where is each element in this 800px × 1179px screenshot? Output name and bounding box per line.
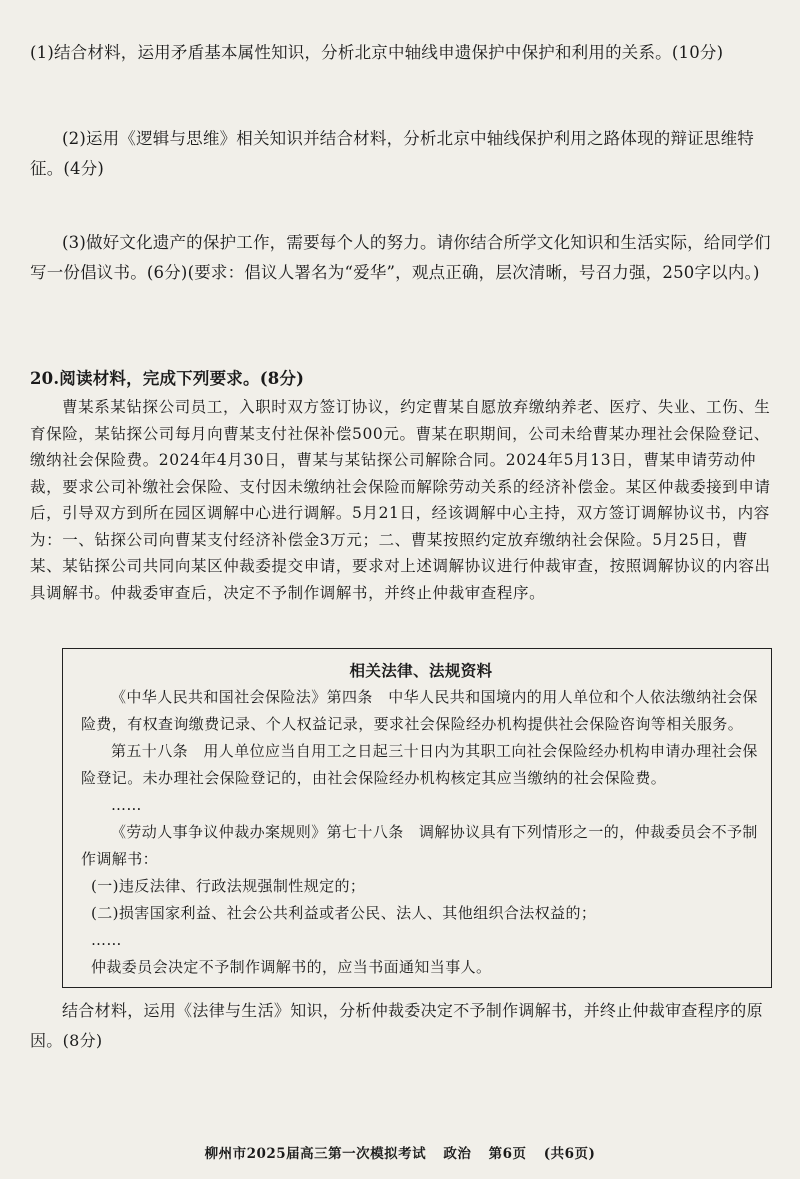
question-19-1: (1)结合材料，运用矛盾基本属性知识，分析北京中轴线申遗保护中保护和利用的关系。(10分) xyxy=(30,43,724,62)
footer-subject: 政治 xyxy=(443,1146,472,1162)
question-20-material: 曹某系某钻探公司员工，入职时双方签订协议，约定曹某自愿放弃缴纳养老、医疗、失业、工伤、生育保险，某钻探公司每月向曹某支付社保补偿500元。曹某在职期间，公司未给曹某办理社会保险登记、缴纳社会保险费。2024年4月30日，曹某与某钻探公司解除合同。2024年5月13日，曹某申请劳动仲裁，要求公司补缴社会保险、支付因未缴纳社会保险而解除劳动关系的经济补偿金。某区仲裁委接到申请后，引导双方到所在园区调解中心进行调解。5月21日，经该调解中心主持，双方签订调解协议书，内容为：一、钻探公司向曹某支付经济补偿金3万元；二、曹某按照约定放弃缴纳社会保险。5月25日，曹某、某钻探公司共同向某区仲裁委提交申请，要求对上述调解协议进行仲裁审查，按照调解协议的内容出具调解书。仲裁委审查后，决定不予制作调解书，并终止仲裁审查程序。 xyxy=(30,398,771,602)
law-article-78: 《劳动人事争议仲裁办案规则》第七十八条 调解协议具有下列情形之一的，仲裁委员会不予制作调解书： xyxy=(81,823,758,868)
question-19-2: (2)运用《逻辑与思维》相关知识并结合材料，分析北京中轴线保护利用之路体现的辩证思维特征。(4分) xyxy=(30,129,754,178)
law-item-1: (一)违反法律、行政法规强制性规定的； xyxy=(91,877,366,895)
footer-total-pages: (共6页) xyxy=(543,1146,596,1162)
law-article-4: 《中华人民共和国社会保险法》第四条 中华人民共和国境内的用人单位和个人依法缴纳社会保险费，有权查询缴费记录、个人权益记录，要求社会保险经办机构提供社会保险咨询等相关服务。 xyxy=(81,688,758,733)
question-20-requirement: 结合材料，运用《法律与生活》知识，分析仲裁委决定不予制作调解书，并终止仲裁审查程序的原因。(8分) xyxy=(30,1001,763,1050)
footer-page-number: 第6页 xyxy=(488,1146,527,1162)
law-box-title: 相关法律、法规资料 xyxy=(349,661,493,680)
question-19-3: (3)做好文化遗产的保护工作，需要每个人的努力。请你结合所学文化知识和生活实际，给同学们写一份倡议书。(6分)(要求：倡议人署名为“爱华”，观点正确，层次清晰，号召力强，250字以内。) xyxy=(30,233,771,282)
law-ellipsis: …… xyxy=(91,931,122,949)
law-notice: 仲裁委员会决定不予制作调解书的，应当书面通知当事人。 xyxy=(91,958,492,976)
footer-exam-name: 柳州市2025届高三第一次模拟考试 xyxy=(204,1146,427,1162)
law-article-58: 第五十八条 用人单位应当自用工之日起三十日内为其职工向社会保险经办机构申请办理社会保险登记。未办理社会保险登记的，由社会保险经办机构核定其应当缴纳的社会保险费。 xyxy=(81,742,758,787)
law-item-2: (二)损害国家利益、社会公共利益或者公民、法人、其他组织合法权益的； xyxy=(91,904,597,922)
question-20-title: 20.阅读材料，完成下列要求。(8分) xyxy=(30,369,305,388)
page-footer xyxy=(0,1142,800,1162)
law-reference-box xyxy=(62,648,772,988)
law-ellipsis: …… xyxy=(111,796,142,814)
